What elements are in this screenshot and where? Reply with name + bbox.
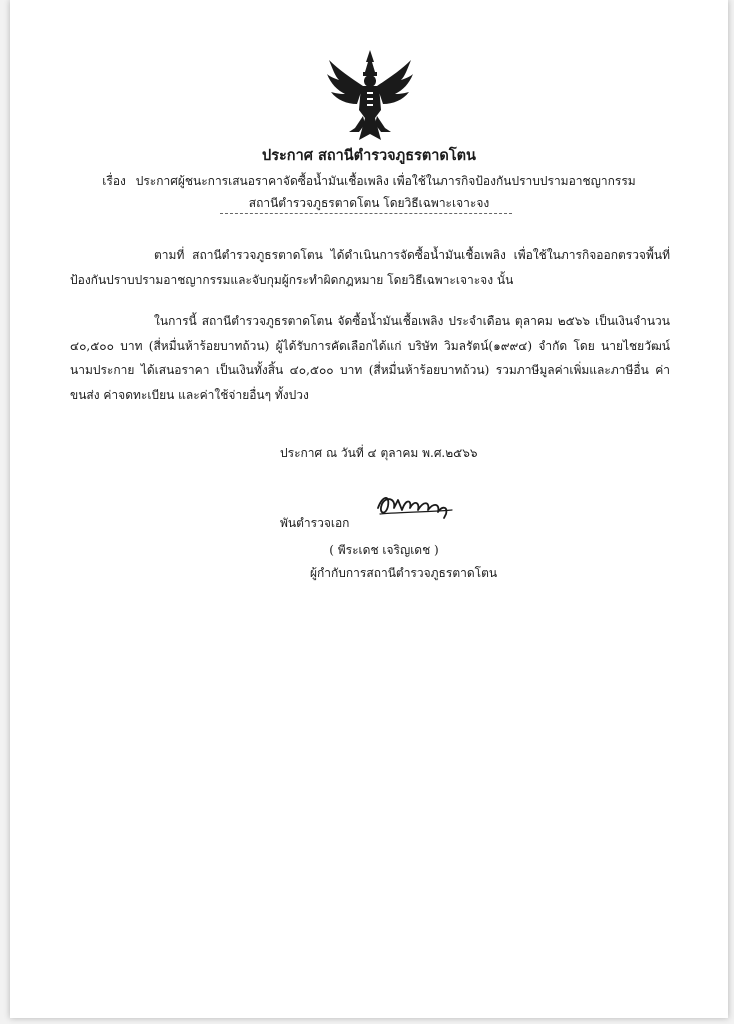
- announcement-title: ประกาศ สถานีตำรวจภูธรตาดโตน: [262, 147, 476, 164]
- announcement-subject: [70, 170, 668, 214]
- announcement-dateline: ประกาศ ณ วันที่ ๔ ตุลาคม พ.ศ.๒๕๖๖: [280, 446, 478, 460]
- handwritten-signature: [372, 488, 472, 524]
- subject-line-2: สถานีตำรวจภูธรตาดโตน โดยวิธีเฉพาะเจาะจง: [248, 196, 490, 210]
- document-page: [10, 0, 728, 1018]
- body-paragraph-2: ในการนี้ สถานีตำรวจภูธรตาดโตน จัดซื้อน้ำมันเชื้อเพลิง ประจำเดือน ตุลาคม ๒๕๖๖ เป็นเงินจำนวน ๔๐,๕๐๐ บาท (สี่หมื่นห้าร้อยบาทถ้วน) ผู้ได้รับการคัดเลือกได้แก่ บริษัท วิมลรัตน์(๑๙๙๔) จำกัด โดย นายไชยวัฒน์ นามประกาย ได้เสนอราคา เป็นเงินทั้งสิ้น ๔๐,๕๐๐ บาท (สี่หมื่นห้าร้อยบาทถ้วน) รวมภาษีมูลค่าเพิ่มและภาษีอื่น ค่าขนส่ง ค่าจดทะเบียน และค่าใช้จ่ายอื่นๆ ทั้งปวง: [70, 314, 670, 402]
- signer-position: ผู้กำกับการสถานีตำรวจภูธรตาดโตน: [310, 566, 498, 580]
- garuda-emblem: [325, 48, 415, 146]
- dashed-divider: [220, 213, 512, 214]
- subject-keyword: เรื่อง: [102, 174, 126, 188]
- subject-line-1: ประกาศผู้ชนะการเสนอราคาจัดซื้อน้ำมันเชื้อเพลิง เพื่อใช้ในภารกิจป้องกันปราบปรามอาชญากรรม: [135, 174, 636, 188]
- body-paragraph-1: ตามที่ สถานีตำรวจภูธรตาดโตน ได้ดำเนินการจัดซื้อน้ำมันเชื้อเพลิง เพื่อใช้ในภารกิจออกตรวจพื้นที่ ป้องกันปราบปรามอาชญากรรมและจับกุมผู้กระทำผิดกฎหมาย โดยวิธีเฉพาะเจาะจง นั้น: [70, 248, 670, 287]
- signer-name: ( พีระเดช เจริญเดช ): [329, 543, 439, 557]
- signer-rank: พันตำรวจเอก: [280, 516, 350, 530]
